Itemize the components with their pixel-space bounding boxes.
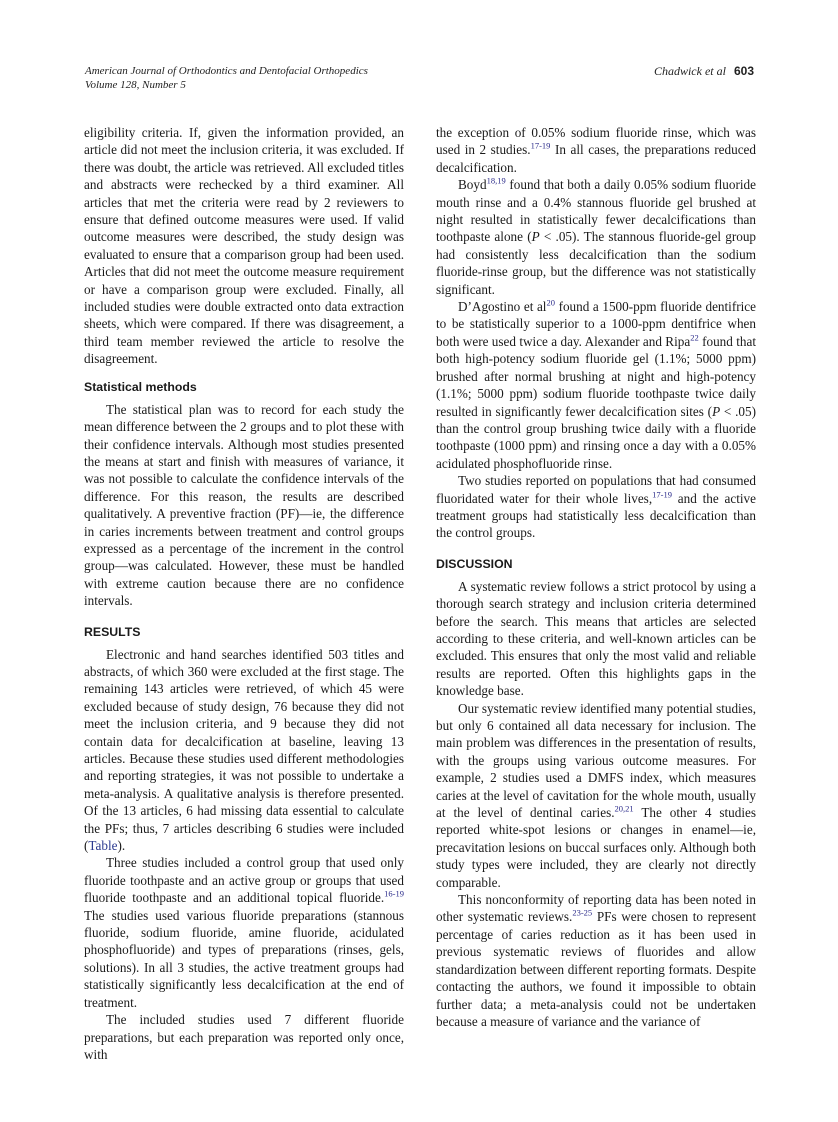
journal-title: American Journal of Orthodontics and Dentofacial Orthopedics	[85, 65, 368, 77]
paragraph	[436, 176, 756, 298]
running-header-page	[654, 64, 754, 78]
paragraph	[436, 472, 756, 542]
text: found that both a daily 0.05% sodium fluoride mouth rinse and a 0.4% stannous fluoride gel brushed at night resulted in statistically fewer decalcifications than toothpaste alone (	[436, 177, 756, 245]
paragraph: A systematic review follows a strict protocol by using a thorough search strategy and inclusion criteria determined before the search. This means that articles are selected according to these criteria, and well-known articles can be excluded. This ensures that only the most valid and reliable results are reported. Often this highlights gaps in the knowledge base.	[436, 578, 756, 699]
section-heading-statistical-methods: Statistical methods	[84, 379, 197, 394]
text: This nonconformity of reporting data has been noted in other systematic reviews.	[436, 892, 756, 925]
text: The other 4 studies reported white-spot lesions or changes in enamel—ie, precavitation lesions on buccal surfaces only. Although both study types were included, they are clearly not directly comparable.	[436, 805, 756, 890]
running-header-journal	[85, 64, 368, 92]
text: < .05) than the control group brushing twice daily with a fluoride toothpaste (1000 ppm) and rinsing once a day with a 0.05% acidulated phosphofluoride rinse.	[436, 403, 756, 471]
text: found a 1500-ppm fluoride dentifrice to be statistically superior to a 1000-ppm dentifrice when both were used twice a day. Alexander and Ripa	[436, 299, 756, 349]
citation-link[interactable]: 17-19	[652, 489, 672, 500]
journal-volume: Volume 128, Number 5	[85, 79, 186, 91]
right-column	[436, 124, 756, 1030]
p-value-symbol: P	[712, 403, 721, 419]
paragraph	[436, 891, 756, 1030]
text: Boyd	[458, 177, 487, 193]
citation-link[interactable]: 20	[546, 297, 555, 308]
citation-link[interactable]: 23-25	[572, 908, 593, 919]
paragraph	[84, 646, 404, 855]
section-heading-results: RESULTS	[84, 624, 141, 639]
citation-link[interactable]: 20,21	[614, 803, 634, 814]
citation-link[interactable]: 17-19	[530, 141, 551, 152]
text: and the active treatment groups had statistically less decalcification than the control groups.	[436, 490, 756, 541]
text: Our systematic review identified many potential studies, but only 6 contained all data necessary for inclusion. The main problem was differences in the presentation of results, with the groups using various outcome measures. For example, 2 studies used a DMFS index, which measures caries at the level of cavitation for the whole mouth, usually at the level of dentinal caries.	[436, 700, 756, 821]
page-number: 603	[733, 64, 754, 78]
paragraph	[436, 700, 756, 891]
text: Two studies reported on populations that had consumed fluoridated water for their whole lives,	[436, 473, 756, 506]
paragraph: The statistical plan was to record for each study the mean difference between the 2 groups and to plot these with their confidence intervals. Although most studies presented the means at start and finish with measures of variance, it was not possible to calculate the confidence intervals of the difference. For this reason, the results are described qualitatively. A preventive fraction (PF)—ie, the difference in caries increments between treatment and control groups expressed as a percentage of the increment in the control group—was calculated. However, these must be handled with extreme caution because there are no confidence intervals.	[84, 401, 404, 609]
paragraph	[84, 854, 404, 1011]
paragraph	[436, 124, 756, 176]
paragraph: eligibility criteria. If, given the information provided, an article did not meet the inclusion criteria, it was excluded. If there was doubt, the article was retrieved. All excluded titles and abstracts were rechecked by a third examiner. All articles that met the criteria were read by 2 reviewers to ensure that defined outcome measures were used. If valid outcome measures were described, the study design was evaluated to ensure that a comparison group had been used. Articles that did not meet the outcome measure requirement or have a comparison group were excluded. Finally, all included studies were double extracted onto data extraction sheets, which were compared. If there was disagreement, a third team member reviewed the article to resolve the disagreement.	[84, 125, 404, 367]
text: ).	[117, 838, 126, 854]
p-value-symbol: P	[531, 229, 540, 245]
table-link[interactable]: Table	[88, 838, 118, 854]
text: The studies used various fluoride preparations (stannous fluoride, sodium fluoride, amine fluoride, acidulated phosphofluoride) and types of preparations (rinses, gels, solutions). In all 3 studies, the active treatment groups had statistically significantly less decalcification at the end of treatment.	[84, 907, 404, 1010]
paragraph: The included studies used 7 different fluoride preparations, but each preparation was reported only once, with	[84, 1012, 404, 1062]
citation-link[interactable]: 18,19	[486, 175, 506, 186]
text: PFs were chosen to represent percentage of caries reduction as it has been used in previous systematic reviews of fluorides and allow standardization between different reporting formats. Despite contacting the authors, we found it impossible to obtain further data; a meta-analysis could not be undertaken because a measure of variance and the variance of	[436, 909, 756, 1029]
citation-link[interactable]: 16-19	[384, 888, 404, 899]
text: < .05). The stannous fluoride-gel group had consistently less decalcification than the sodium fluoride-rinse group, but the difference was not statistically significant.	[436, 229, 757, 297]
text: D’Agostino et al	[458, 299, 547, 315]
paragraph	[436, 298, 756, 472]
citation-link[interactable]: 22	[690, 332, 699, 343]
text: Three studies included a control group that used only fluoride toothpaste and an active group or groups that used fluoride toothpaste and an additional topical fluoride.	[84, 855, 404, 906]
running-authors: Chadwick et al	[653, 64, 726, 78]
left-column	[84, 124, 404, 1063]
text: the exception of 0.05% sodium fluoride rinse, which was used in 2 studies.	[436, 125, 756, 158]
text: found that both high-potency sodium fluoride gel (1.1%; 5000 ppm) brushed after normal brushing at night and high-potency (1.1%; 5000 ppm) sodium fluoride toothpaste twice daily resulted in significantly fewer decalcification sites (	[436, 333, 756, 419]
text: Electronic and hand searches identified 503 titles and abstracts, of which 360 were excluded at the first stage. The remaining 143 articles were retrieved, of which 45 were excluded because of study design, 76 because they did not meet the inclusion criteria, and 9 because they did not contain data for decalcification at baseline, leaving 13 articles. Because these studies used different methodologies and reporting strategies, it was not possible to undertake a meta-analysis. A qualitative analysis is therefore presented. Of the 13 articles, 6 had missing data essential to calculate the PFs; thus, 7 articles describing 6 studies were included (	[84, 646, 404, 854]
section-heading-discussion: DISCUSSION	[436, 556, 513, 571]
text: In all cases, the preparations reduced decalcification.	[436, 142, 756, 175]
